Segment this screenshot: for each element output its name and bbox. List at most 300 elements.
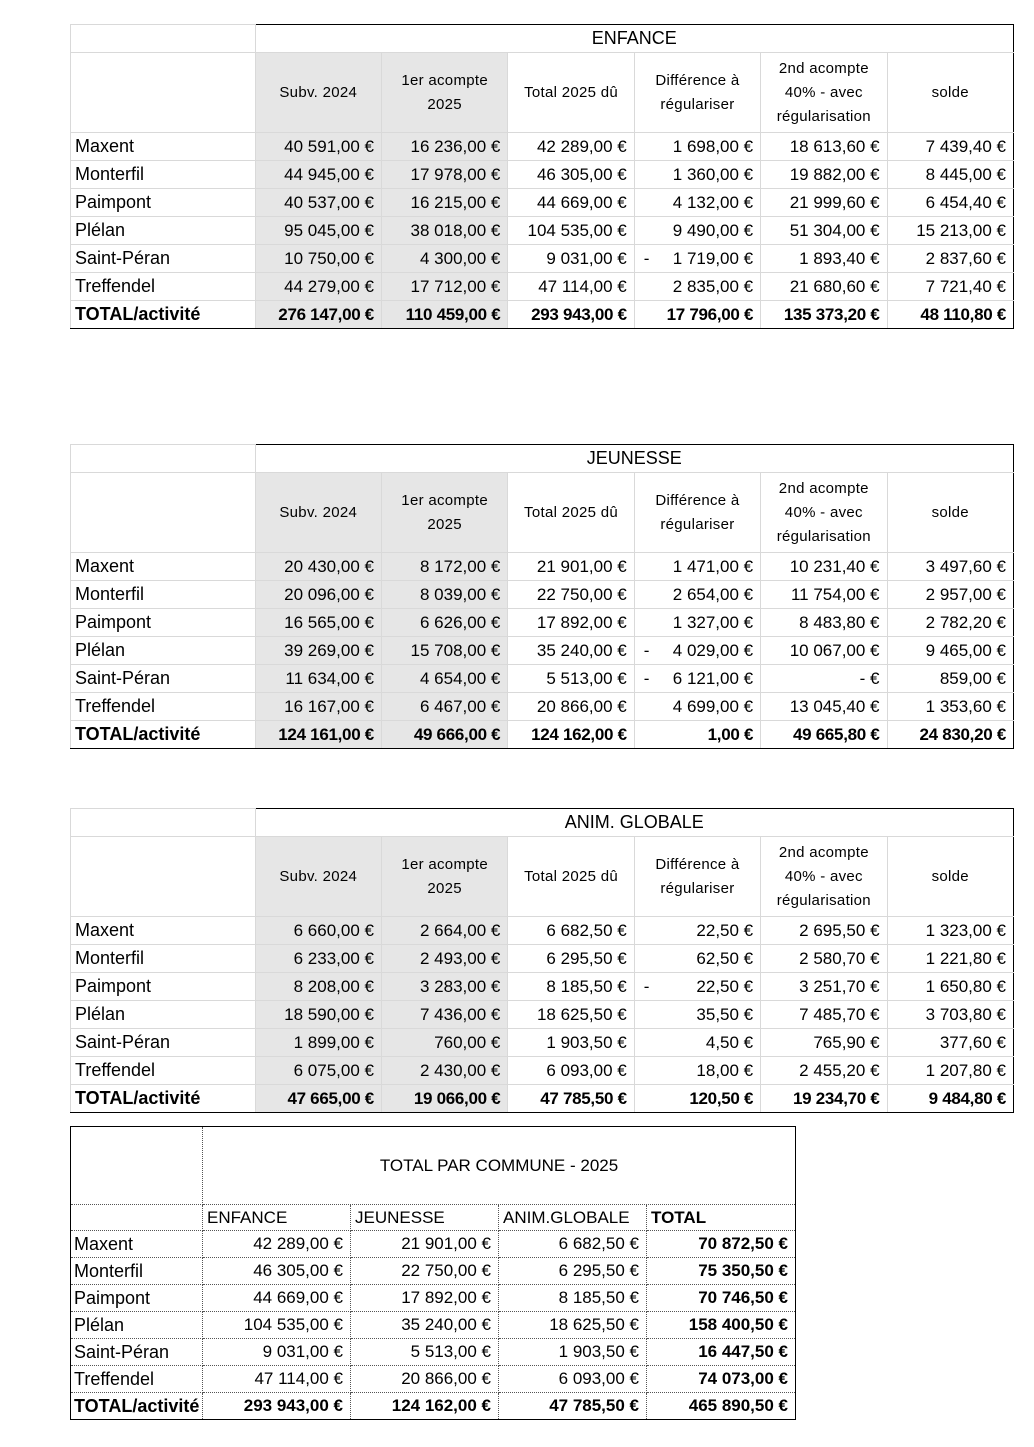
cell-value: 1 903,50 € (546, 1032, 627, 1052)
cell-value: 20 096,00 € (284, 584, 374, 604)
cell-value: 24 830,20 € (919, 724, 1006, 744)
commune-name: Maxent (71, 133, 256, 161)
header-difference: Différence à régulariser (634, 473, 760, 553)
cell-total-du (508, 693, 634, 721)
cell-subv (255, 1001, 381, 1029)
title-blank (71, 25, 256, 53)
cell-value: 22,50 € (696, 976, 754, 996)
cell-value: 1 353,60 € (925, 696, 1006, 716)
cell-solde (887, 273, 1013, 301)
cell-acompte1 (381, 721, 507, 749)
cell-total-du (508, 161, 634, 189)
table-row (71, 693, 1014, 721)
summary-cell-anim: 6 295,50 € (499, 1258, 647, 1285)
cell-value: 1 893,40 € (799, 248, 880, 268)
cell-value: 10 750,00 € (284, 248, 374, 268)
cell-value: 16 565,00 € (284, 612, 374, 632)
summary-col-jeunesse: JEUNESSE (351, 1205, 499, 1231)
cell-acompte1 (381, 637, 507, 665)
cell-value: 1 719,00 € (672, 248, 754, 268)
cell-value: 19 066,00 € (413, 1088, 501, 1108)
cell-value: 18 590,00 € (284, 1004, 374, 1024)
cell-value: 8 039,00 € (419, 584, 501, 604)
title-blank (71, 445, 256, 473)
negative-sign: - (643, 976, 650, 996)
cell-value: 20 430,00 € (284, 556, 374, 576)
commune-name: Monterfil (71, 581, 256, 609)
cell-value: 1 207,80 € (925, 1060, 1006, 1080)
cell-value: 1 471,00 € (672, 556, 754, 576)
cell-difference (634, 609, 760, 637)
summary-row (71, 1285, 796, 1312)
commune-name: Maxent (71, 917, 256, 945)
negative-sign: - (643, 668, 650, 688)
table-row (71, 945, 1014, 973)
summary-col-anim: ANIM.GLOBALE (499, 1205, 647, 1231)
cell-value: 22,50 € (696, 920, 754, 940)
cell-value: 21 999,60 € (789, 192, 880, 212)
header-acompte1: 1er acompte 2025 (381, 473, 507, 553)
summary-cell-enfance: 293 943,00 € (203, 1393, 351, 1420)
cell-solde (887, 133, 1013, 161)
cell-value: 40 537,00 € (284, 192, 374, 212)
cell-total-du (508, 245, 634, 273)
commune-name: Monterfil (71, 945, 256, 973)
cell-solde (887, 1029, 1013, 1057)
section-table-enfance (70, 24, 1014, 329)
cell-value: 124 161,00 € (278, 724, 374, 744)
cell-acompte1 (381, 1085, 507, 1113)
commune-name: TOTAL/activité (71, 301, 256, 329)
cell-acompte1 (381, 1001, 507, 1029)
cell-value: 16 236,00 € (410, 136, 501, 156)
cell-solde (887, 581, 1013, 609)
cell-subv (255, 553, 381, 581)
cell-acompte1 (381, 609, 507, 637)
cell-total-du (508, 581, 634, 609)
cell-value: 4 699,00 € (672, 696, 754, 716)
cell-value: 47 665,00 € (287, 1088, 374, 1108)
cell-solde (887, 553, 1013, 581)
cell-solde (887, 161, 1013, 189)
cell-value: 17 978,00 € (410, 164, 501, 184)
cell-value: 47 785,50 € (540, 1088, 627, 1108)
cell-acompte1 (381, 1057, 507, 1085)
header-acompte1: 1er acompte 2025 (381, 837, 507, 917)
total-row (71, 301, 1014, 329)
cell-subv (255, 917, 381, 945)
cell-value: 6 295,50 € (546, 948, 627, 968)
cell-value: 44 279,00 € (284, 276, 374, 296)
cell-value: 7 721,40 € (925, 276, 1006, 296)
cell-difference (634, 553, 760, 581)
total-row (71, 721, 1014, 749)
cell-value: 2 664,00 € (420, 920, 501, 940)
cell-total-du (508, 133, 634, 161)
cell-difference (634, 693, 760, 721)
cell-acompte2 (761, 1085, 887, 1113)
table-row (71, 245, 1014, 273)
cell-subv (255, 945, 381, 973)
summary-cell-total: 465 890,50 € (647, 1393, 796, 1420)
cell-value: 7 436,00 € (420, 1004, 501, 1024)
cell-value: 110 459,00 € (405, 304, 501, 324)
cell-value: 4 132,00 € (672, 192, 754, 212)
cell-value: 6 093,00 € (546, 1060, 627, 1080)
table-row (71, 273, 1014, 301)
cell-value: 6 121,00 € (672, 668, 754, 688)
negative-sign: - (643, 248, 650, 268)
commune-name: Plélan (71, 217, 256, 245)
cell-value: 6 075,00 € (293, 1060, 374, 1080)
cell-acompte1 (381, 245, 507, 273)
cell-value: 1 327,00 € (672, 612, 754, 632)
cell-total-du (508, 189, 634, 217)
header-solde: solde (887, 473, 1013, 553)
cell-value: 51 304,00 € (789, 220, 880, 240)
commune-name: TOTAL/activité (71, 721, 256, 749)
cell-value: 1 323,00 € (925, 920, 1006, 940)
cell-value: 44 669,00 € (536, 192, 627, 212)
header-subv: Subv. 2024 (255, 473, 381, 553)
commune-name: Paimpont (71, 1285, 203, 1312)
negative-sign: - (643, 640, 650, 660)
cell-acompte2 (761, 1029, 887, 1057)
commune-name: Treffendel (71, 1057, 256, 1085)
cell-acompte2 (761, 161, 887, 189)
header-total-du: Total 2025 dû (508, 53, 634, 133)
cell-acompte1 (381, 133, 507, 161)
cell-value: 2 430,00 € (420, 1060, 501, 1080)
commune-name: Paimpont (71, 189, 256, 217)
cell-value: 17 712,00 € (410, 276, 501, 296)
cell-value: 4 029,00 € (672, 640, 754, 660)
cell-acompte2 (761, 721, 887, 749)
header-blank (71, 53, 256, 133)
cell-acompte2 (761, 245, 887, 273)
cell-value: 9 484,80 € (928, 1088, 1006, 1108)
cell-value: 8 185,50 € (546, 976, 627, 996)
cell-difference (634, 189, 760, 217)
cell-solde (887, 1085, 1013, 1113)
cell-solde (887, 721, 1013, 749)
table-row (71, 161, 1014, 189)
cell-acompte1 (381, 1029, 507, 1057)
summary-cell-jeunesse: 35 240,00 € (351, 1312, 499, 1339)
summary-col-enfance: ENFANCE (203, 1205, 351, 1231)
cell-difference (634, 217, 760, 245)
cell-value: 1 698,00 € (672, 136, 754, 156)
cell-total-du (508, 553, 634, 581)
table-row (71, 553, 1014, 581)
cell-acompte2 (761, 1057, 887, 1085)
cell-value: 62,50 € (696, 948, 754, 968)
cell-value: 1,00 € (707, 724, 754, 744)
summary-title: TOTAL PAR COMMUNE - 2025 (203, 1127, 796, 1205)
cell-value: 6 467,00 € (419, 696, 501, 716)
section-title: JEUNESSE (255, 445, 1013, 473)
commune-name: Maxent (71, 1231, 203, 1258)
cell-value: 3 497,60 € (925, 556, 1006, 576)
cell-acompte1 (381, 917, 507, 945)
cell-value: 120,50 € (689, 1088, 754, 1108)
section-table-jeunesse (70, 444, 1014, 749)
cell-value: 10 231,40 € (789, 556, 880, 576)
cell-difference (634, 1001, 760, 1029)
cell-value: 2 957,00 € (925, 584, 1006, 604)
cell-acompte2 (761, 217, 887, 245)
commune-name: Monterfil (71, 1258, 203, 1285)
summary-cell-enfance: 46 305,00 € (203, 1258, 351, 1285)
cell-acompte2 (761, 693, 887, 721)
cell-value: 8 208,00 € (293, 976, 374, 996)
cell-value: 124 162,00 € (531, 724, 627, 744)
cell-value: 2 695,50 € (799, 920, 880, 940)
summary-cell-jeunesse: 17 892,00 € (351, 1285, 499, 1312)
summary-row (71, 1339, 796, 1366)
cell-value: 4,50 € (705, 1032, 754, 1052)
cell-acompte1 (381, 273, 507, 301)
cell-value: 35,50 € (696, 1004, 754, 1024)
cell-difference (634, 973, 760, 1001)
cell-total-du (508, 217, 634, 245)
cell-solde (887, 217, 1013, 245)
cell-value: 6 682,50 € (546, 920, 627, 940)
section-title: ANIM. GLOBALE (255, 809, 1013, 837)
cell-total-du (508, 665, 634, 693)
summary-cell-total: 74 073,00 € (647, 1366, 796, 1393)
cell-solde (887, 945, 1013, 973)
cell-value: 9 490,00 € (672, 220, 754, 240)
cell-value: 38 018,00 € (410, 220, 501, 240)
summary-cell-jeunesse: 20 866,00 € (351, 1366, 499, 1393)
cell-value: 48 110,80 € (920, 304, 1006, 324)
commune-name: Treffendel (71, 693, 256, 721)
summary-cell-enfance: 9 031,00 € (203, 1339, 351, 1366)
cell-value: 5 513,00 € (546, 668, 627, 688)
cell-difference (634, 945, 760, 973)
table-row (71, 133, 1014, 161)
commune-name: Treffendel (71, 1366, 203, 1393)
cell-value: 8 445,00 € (925, 164, 1006, 184)
summary-cell-anim: 18 625,50 € (499, 1312, 647, 1339)
summary-col-total: TOTAL (647, 1205, 796, 1231)
cell-value: 47 114,00 € (538, 276, 627, 296)
summary-cell-enfance: 42 289,00 € (203, 1231, 351, 1258)
cell-value: 16 215,00 € (410, 192, 501, 212)
summary-cell-anim: 1 903,50 € (499, 1339, 647, 1366)
cell-value: 2 835,00 € (672, 276, 754, 296)
cell-value: 11 754,00 € (790, 584, 880, 604)
cell-acompte2 (761, 609, 887, 637)
cell-acompte1 (381, 945, 507, 973)
cell-value: 18 625,50 € (536, 1004, 627, 1024)
cell-subv (255, 721, 381, 749)
cell-subv (255, 1057, 381, 1085)
cell-value: 4 300,00 € (420, 248, 501, 268)
cell-value: 15 708,00 € (410, 640, 501, 660)
cell-solde (887, 693, 1013, 721)
cell-difference (634, 301, 760, 329)
cell-value: 3 283,00 € (420, 976, 501, 996)
summary-cell-anim: 47 785,50 € (499, 1393, 647, 1420)
cell-value: 2 782,20 € (925, 612, 1006, 632)
cell-acompte1 (381, 189, 507, 217)
cell-value: 40 591,00 € (284, 136, 374, 156)
cell-difference (634, 665, 760, 693)
header-acompte2: 2nd acompte 40% - avec régularisation (761, 53, 887, 133)
table-row (71, 217, 1014, 245)
cell-difference (634, 917, 760, 945)
section-title: ENFANCE (255, 25, 1013, 53)
summary-cell-jeunesse: 22 750,00 € (351, 1258, 499, 1285)
cell-value: 2 455,20 € (799, 1060, 880, 1080)
commune-name: Saint-Péran (71, 1029, 256, 1057)
cell-value: 13 045,40 € (789, 696, 880, 716)
total-row (71, 1085, 1014, 1113)
cell-value: 35 240,00 € (536, 640, 627, 660)
cell-value: 20 866,00 € (536, 696, 627, 716)
commune-name: Treffendel (71, 273, 256, 301)
cell-subv (255, 217, 381, 245)
cell-subv (255, 133, 381, 161)
header-solde: solde (887, 53, 1013, 133)
cell-value: 7 485,70 € (799, 1004, 880, 1024)
summary-cell-anim: 6 093,00 € (499, 1366, 647, 1393)
cell-total-du (508, 637, 634, 665)
table-row (71, 1001, 1014, 1029)
summary-cell-total: 70 872,50 € (647, 1231, 796, 1258)
cell-subv (255, 161, 381, 189)
header-difference: Différence à régulariser (634, 53, 760, 133)
header-subv: Subv. 2024 (255, 53, 381, 133)
summary-corner (71, 1127, 203, 1205)
cell-acompte2 (761, 1001, 887, 1029)
cell-value: 104 535,00 € (527, 220, 627, 240)
cell-value: 3 703,80 € (925, 1004, 1006, 1024)
cell-acompte1 (381, 217, 507, 245)
commune-name: Saint-Péran (71, 665, 256, 693)
header-acompte2: 2nd acompte 40% - avec régularisation (761, 473, 887, 553)
commune-name: Plélan (71, 1001, 256, 1029)
cell-solde (887, 609, 1013, 637)
cell-value: 6 233,00 € (293, 948, 374, 968)
cell-value: 1 899,00 € (293, 1032, 374, 1052)
cell-solde (887, 1001, 1013, 1029)
cell-acompte2 (761, 189, 887, 217)
summary-cell-enfance: 104 535,00 € (203, 1312, 351, 1339)
cell-difference (634, 637, 760, 665)
cell-acompte1 (381, 161, 507, 189)
header-acompte1: 1er acompte 2025 (381, 53, 507, 133)
cell-value: 9 465,00 € (925, 640, 1006, 660)
cell-difference (634, 721, 760, 749)
header-total-du: Total 2025 dû (508, 837, 634, 917)
cell-difference (634, 161, 760, 189)
cell-subv (255, 665, 381, 693)
cell-solde (887, 1057, 1013, 1085)
summary-table (70, 1126, 796, 1420)
table-row (71, 189, 1014, 217)
cell-value: 765,90 € (813, 1032, 880, 1052)
cell-solde (887, 301, 1013, 329)
cell-acompte2 (761, 945, 887, 973)
cell-value: 8 172,00 € (419, 556, 501, 576)
header-difference: Différence à régulariser (634, 837, 760, 917)
cell-acompte1 (381, 553, 507, 581)
cell-total-du (508, 1029, 634, 1057)
cell-subv (255, 637, 381, 665)
cell-subv (255, 273, 381, 301)
cell-acompte2 (761, 917, 887, 945)
commune-name: Plélan (71, 637, 256, 665)
cell-value: 9 031,00 € (546, 248, 627, 268)
commune-name: Monterfil (71, 161, 256, 189)
cell-difference (634, 1029, 760, 1057)
cell-value: 17 892,00 € (536, 612, 627, 632)
cell-subv (255, 581, 381, 609)
cell-difference (634, 273, 760, 301)
cell-value: 3 251,70 € (799, 976, 880, 996)
cell-acompte1 (381, 665, 507, 693)
header-subv: Subv. 2024 (255, 837, 381, 917)
header-total-du: Total 2025 dû (508, 473, 634, 553)
cell-acompte2 (761, 973, 887, 1001)
cell-value: 21 680,60 € (789, 276, 880, 296)
table-row (71, 637, 1014, 665)
commune-name: Plélan (71, 1312, 203, 1339)
table-row (71, 581, 1014, 609)
title-blank (71, 809, 256, 837)
cell-subv (255, 189, 381, 217)
commune-name: Saint-Péran (71, 1339, 203, 1366)
cell-value: 760,00 € (434, 1032, 501, 1052)
commune-name: TOTAL/activité (71, 1393, 203, 1420)
cell-acompte1 (381, 581, 507, 609)
summary-cell-enfance: 44 669,00 € (203, 1285, 351, 1312)
cell-value: 859,00 € (939, 668, 1006, 688)
cell-difference (634, 1085, 760, 1113)
cell-value: 10 067,00 € (789, 640, 880, 660)
summary-cell-jeunesse: 124 162,00 € (351, 1393, 499, 1420)
cell-total-du (508, 973, 634, 1001)
cell-value: 18 613,60 € (789, 136, 880, 156)
cell-total-du (508, 945, 634, 973)
section-table-anim-globale (70, 808, 1014, 1113)
commune-name: Maxent (71, 553, 256, 581)
header-blank (71, 473, 256, 553)
cell-subv (255, 1085, 381, 1113)
header-solde: solde (887, 837, 1013, 917)
cell-subv (255, 973, 381, 1001)
cell-value: 4 654,00 € (419, 668, 501, 688)
cell-subv (255, 301, 381, 329)
cell-acompte2 (761, 637, 887, 665)
cell-total-du (508, 301, 634, 329)
summary-cell-total: 70 746,50 € (647, 1285, 796, 1312)
cell-value: 21 901,00 € (536, 556, 627, 576)
cell-acompte1 (381, 301, 507, 329)
table-row (71, 1057, 1014, 1085)
cell-value: 44 945,00 € (284, 164, 374, 184)
cell-value: 293 943,00 € (531, 304, 627, 324)
cell-solde (887, 637, 1013, 665)
cell-subv (255, 609, 381, 637)
cell-total-du (508, 1057, 634, 1085)
cell-value: 6 454,40 € (925, 192, 1006, 212)
cell-acompte2 (761, 553, 887, 581)
cell-total-du (508, 1001, 634, 1029)
